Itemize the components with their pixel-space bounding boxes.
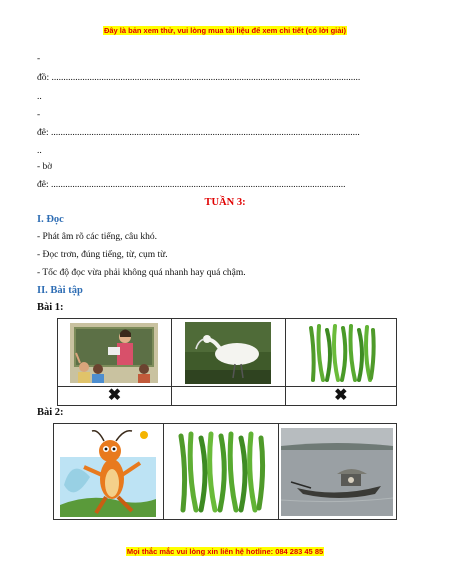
worksheet-line: - [37, 54, 41, 64]
answer-cell[interactable] [171, 387, 285, 406]
exercise-1-table [57, 318, 397, 406]
image-cell [58, 319, 172, 387]
boat-on-river-image [281, 428, 393, 516]
green-beans-image [173, 428, 269, 516]
reading-item: - Đọc trơn, đúng tiếng, từ, cụm từ. [37, 250, 168, 260]
exercise-2-table [53, 423, 397, 520]
worksheet-line: đê: ............................................................................................................................ [37, 180, 346, 190]
image-cell [278, 424, 396, 520]
worksheet-line: .. [37, 92, 42, 102]
cricket-cartoon-image [60, 427, 156, 517]
image-cell [163, 424, 278, 520]
week-title: TUẦN 3: [204, 197, 246, 208]
white-ibis-bird-image [185, 322, 271, 384]
green-beans-image [305, 322, 377, 384]
answer-cell[interactable] [58, 387, 172, 406]
cross-mark-icon: ✖ [334, 387, 348, 404]
worksheet-line: đê: .................................................................................................................................. [37, 128, 360, 138]
exercise-2-label: Bài 2: [37, 407, 64, 418]
worksheet-line: - [37, 110, 41, 120]
worksheet-line: đồ: .................................................................................................................................. [37, 73, 361, 83]
reading-item: - Phát âm rõ các tiếng, câu khó. [37, 232, 158, 242]
image-cell [285, 319, 396, 387]
reading-heading: I. Đọc [37, 214, 64, 225]
answer-cell[interactable] [285, 387, 396, 406]
exercises-heading: II. Bài tập [37, 285, 83, 296]
worksheet-line: - bờ [37, 162, 53, 172]
image-cell [54, 424, 164, 520]
contact-notice-banner [0, 547, 450, 556]
cross-mark-icon: ✖ [107, 387, 122, 404]
image-cell [171, 319, 285, 387]
exercise-1-label: Bài 1: [37, 302, 64, 313]
preview-notice-banner [0, 26, 450, 35]
preview-notice-text: Đây là bản xem thử, vui lòng mua tài liệu để xem chi tiết (có lời giải) [103, 26, 347, 35]
reading-item: - Tốc độ đọc vừa phải không quá nhanh hay quá chậm. [37, 268, 246, 278]
classroom-teacher-image [70, 323, 158, 383]
contact-notice-text: Mọi thắc mắc vui lòng xin liên hệ hotline: 084 283 45 85 [126, 547, 324, 556]
worksheet-line: .. [37, 146, 42, 156]
